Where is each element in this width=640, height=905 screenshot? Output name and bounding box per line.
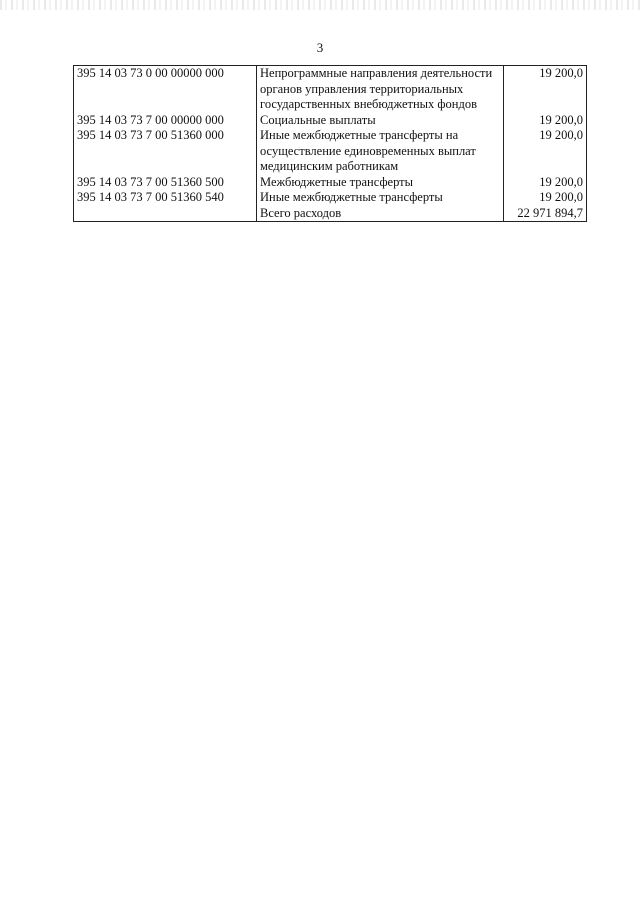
amount: 19 200,0 bbox=[504, 66, 587, 113]
item-name: Межбюджетные трансферты bbox=[257, 175, 504, 191]
total-label: Всего расходов bbox=[257, 206, 504, 222]
amount: 19 200,0 bbox=[504, 175, 587, 191]
item-name: Иные межбюджетные трансферты bbox=[257, 190, 504, 206]
item-name: Непрограммные направления деятельности органов управления территориальных государственных внебюджетных фондов bbox=[257, 66, 504, 113]
table-row bbox=[74, 190, 587, 206]
total-row bbox=[74, 206, 587, 222]
budget-code: 395 14 03 73 7 00 51360 540 bbox=[74, 190, 257, 206]
amount: 19 200,0 bbox=[504, 190, 587, 206]
budget-code: 395 14 03 73 7 00 00000 000 bbox=[74, 113, 257, 129]
expenditure-table bbox=[73, 65, 587, 222]
scan-artifact bbox=[0, 0, 640, 10]
amount: 19 200,0 bbox=[504, 113, 587, 129]
total-amount: 22 971 894,7 bbox=[504, 206, 587, 222]
item-name: Иные межбюджетные трансферты на осуществление единовременных выплат медицинским работникам bbox=[257, 128, 504, 175]
budget-code: 395 14 03 73 7 00 51360 500 bbox=[74, 175, 257, 191]
table-row bbox=[74, 128, 587, 175]
table-row bbox=[74, 66, 587, 113]
table-row bbox=[74, 175, 587, 191]
amount: 19 200,0 bbox=[504, 128, 587, 175]
budget-code: 395 14 03 73 7 00 51360 000 bbox=[74, 128, 257, 175]
item-name: Социальные выплаты bbox=[257, 113, 504, 129]
budget-code bbox=[74, 206, 257, 222]
budget-code: 395 14 03 73 0 00 00000 000 bbox=[74, 66, 257, 113]
table-row bbox=[74, 113, 587, 129]
page-number: 3 bbox=[316, 40, 324, 55]
